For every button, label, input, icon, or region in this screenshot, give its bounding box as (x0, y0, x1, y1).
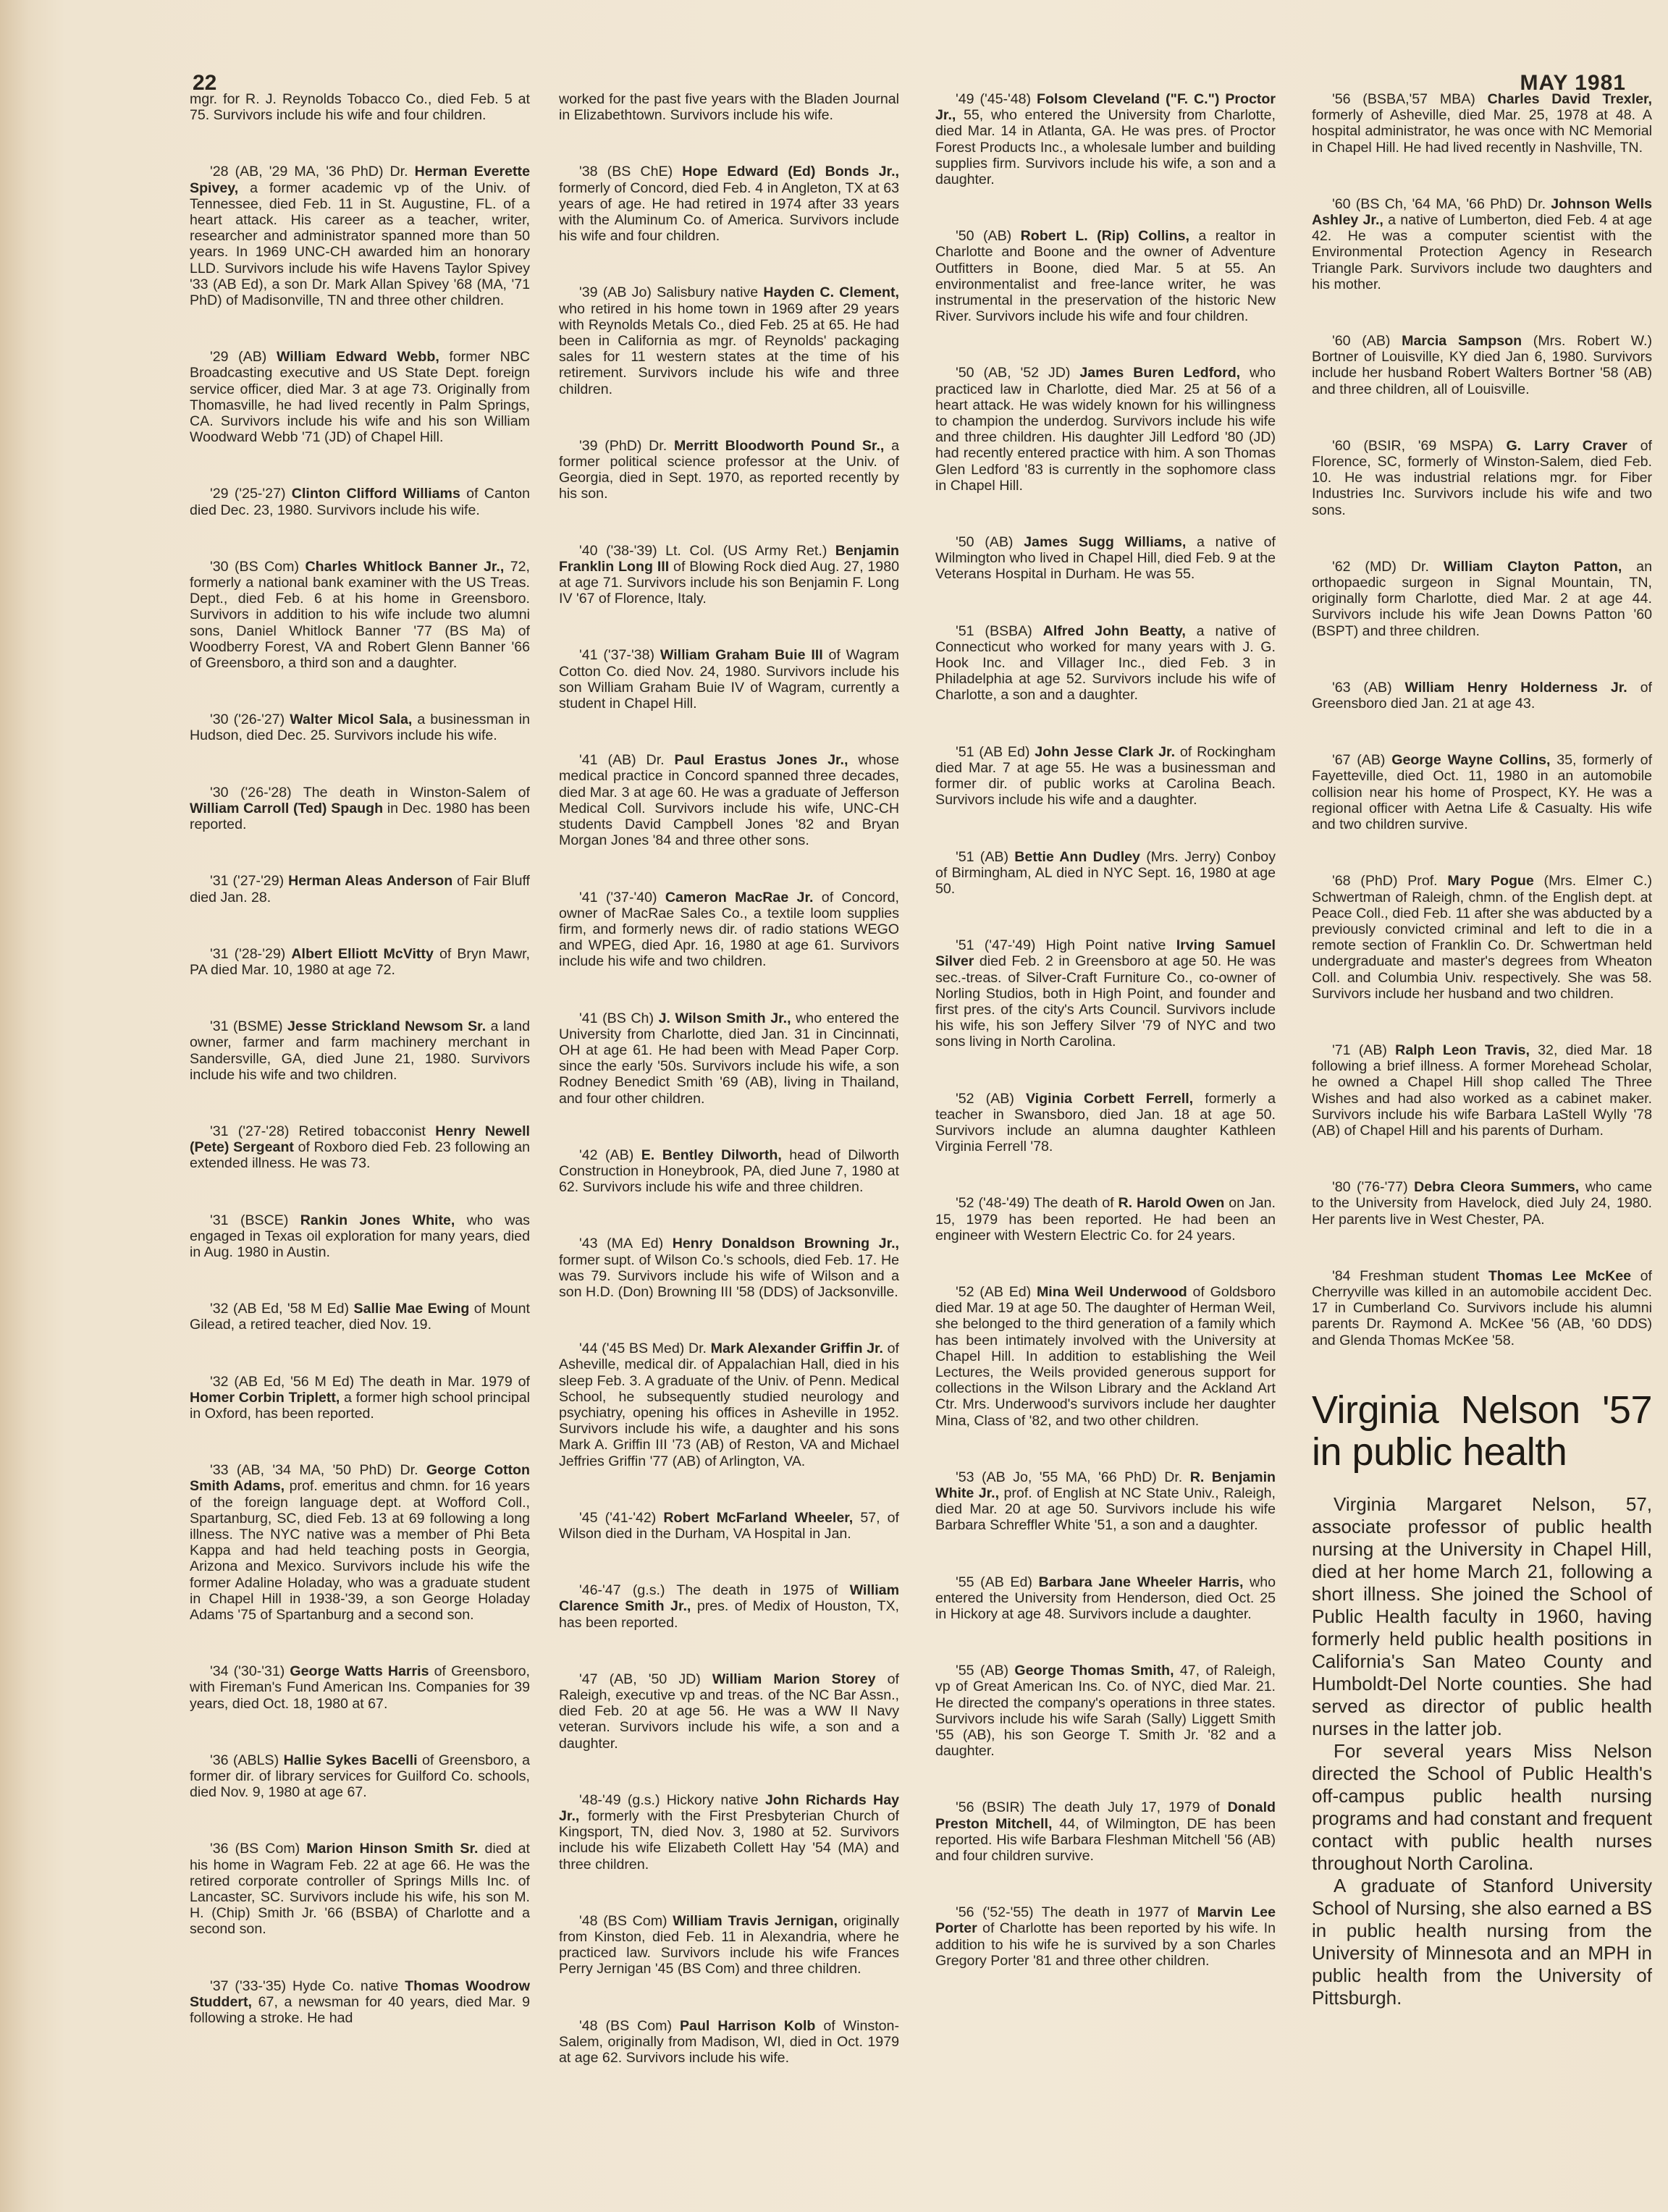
obituary-entry (190, 712, 530, 743)
obituary-text: of Greensboro, with Fireman's Fund American Ins. Companies for 39 years, died Oct. 18, 1980 at 67. (190, 1663, 530, 1712)
obituary-name: Robert McFarland Wheeler, (663, 1509, 854, 1526)
obituary-text: of Winston-Salem, originally from Madison, WI, died in Oct. 1979 at age 62. Survivors include his wife. (559, 2017, 899, 2067)
obituary-list (1312, 91, 1652, 1348)
obituary-text: of Blowing Rock died Aug. 27, 1980 at age 71. Survivors include his son Benjamin F. Long IV '67 of Florence, Italy. (559, 558, 899, 607)
obituary-class-info: '48-'49 (g.s.) Hickory native (579, 1791, 765, 1808)
obituary-text: of Greensboro died Jan. 21 at age 43. (1312, 679, 1652, 712)
obituary-class-info: '52 (AB) (956, 1090, 1026, 1107)
obituary-class-info: '43 (MA Ed) (579, 1236, 673, 1252)
obituary-class-info: '71 (AB) (1332, 1042, 1396, 1058)
obituary-class-info: '48 (BS Com) (579, 1912, 673, 1929)
obituary-entry (190, 1018, 530, 1083)
obituary-class-info: '56 (BSIR) The death July 17, 1979 of (956, 1799, 1228, 1816)
obituary-text: who entered the University from Henderson, died Oct. 25 in Hickory at age 48. Survivors include a daughter. (935, 1574, 1276, 1622)
obituary-entry (935, 744, 1276, 809)
obituary-name: Folsom Cleveland ("F. C.") Proctor Jr., (935, 91, 1276, 124)
obituary-name: Paul Harrison Kolb (679, 2017, 816, 2034)
obituary-name: Irving Samuel Silver (935, 937, 1276, 970)
obituary-class-info: '38 (BS ChE) (579, 164, 683, 180)
obituary-entry (559, 1792, 899, 1873)
obituary-text: died Feb. 2 in Greensboro at age 50. He was sec.-treas. of Silver-Craft Furniture Co., co-owner of Norling Studios, both in High Point, and founder and first pres. of the city's Arts Council. Survivors include his wife, his son Jeffery Silver '79 of NYC and two sons living in North Carolina. (935, 953, 1276, 1050)
obituary-class-info: '60 (AB) (1332, 333, 1402, 350)
obituary-name: Thomas Woodrow Studdert, (190, 1977, 530, 2010)
obituary-entry (935, 1469, 1276, 1534)
obituary-entry (1312, 873, 1652, 1002)
obituary-class-info: '33 (AB, '34 MA, '50 PhD) Dr. (210, 1462, 426, 1479)
obituary-entry (1312, 559, 1652, 639)
obituary-name: Benjamin Franklin Long III (559, 542, 899, 575)
obituary-class-info: '51 (AB) (956, 848, 1015, 865)
obituary-class-info: '31 (BSME) (210, 1018, 287, 1035)
obituary-class-info: '29 (AB) (210, 349, 277, 366)
obituary-entry (559, 1010, 899, 1107)
obituary-entry (190, 164, 530, 308)
obituary-class-info: '47 (AB, '50 JD) (579, 1671, 712, 1687)
obituary-entry (1312, 91, 1652, 156)
obituary-text: former NBC Broadcasting executive and US State Dept. foreign service officer, died Mar. 3 at age 73. Originally from Thomasville, he had lived recently in Palm Springs, CA. Survivors include his wife and his son William Woodward Webb '71 (JD) of Chapel Hill. (190, 349, 530, 446)
obituary-text: of Wagram Cotton Co. died Nov. 24, 1980. Survivors include his son William Graham Buie IV of Wagram, currently a student in Chapel Hill. (559, 647, 899, 712)
obituary-name: Albert Elliott McVitty (291, 945, 434, 962)
obituary-entry (935, 1091, 1276, 1155)
obituary-class-info: '62 (MD) Dr. (1332, 558, 1444, 575)
obituary-entry (1312, 752, 1652, 832)
obituary-entry (190, 486, 530, 518)
obituary-name: William Marion Storey (712, 1671, 876, 1687)
obituary-text: head of Dilworth Construction in Honeybrook, PA, died June 7, 1980 at 62. Survivors include his wife and three children. (559, 1147, 899, 1196)
obituary-entry (190, 559, 530, 671)
obituary-entry (559, 752, 899, 848)
obituary-entry (190, 1978, 530, 2027)
obituary-class-info: '30 ('26-'27) (210, 712, 290, 728)
obituary-text: a businessman in Hudson, died Dec. 25. Survivors include his wife. (190, 712, 530, 744)
obituary-class-info: '55 (AB) (956, 1663, 1015, 1679)
obituary-class-info: '84 Freshman student (1332, 1267, 1488, 1284)
obituary-text: prof. emeritus and chmn. for 16 years of the foreign language dept. at Wofford Coll., Spartanburg, SC, died Feb. 13 at 69 following a long illness. The NYC native was a member of Phi Beta Kappa and had held teaching posts in Georgia, Arizona and Mexico. Survivors include his wife the former Adaline Holaday, who was a graduate student in Chapel Hill in 1938-'39, a son George Holaday Adams '75 of Spartanburg and a second son. (190, 1478, 530, 1623)
obituary-name: Clinton Clifford Williams (291, 486, 460, 502)
obituary-name: Mina Weil Underwood (1036, 1283, 1187, 1300)
obituary-class-info: '52 ('48-'49) The death of (956, 1195, 1119, 1212)
obituary-text: of Fair Bluff died Jan. 28. (190, 873, 530, 906)
obituary-name: James Buren Ledford, (1079, 365, 1241, 381)
obituary-text: (Mrs. Jerry) Conboy of Birmingham, AL died in NYC Sept. 16, 1980 at age 50. (935, 848, 1276, 897)
obituary-name: Herman Aleas Anderson (288, 873, 453, 890)
obituary-entry (190, 1374, 530, 1422)
obituary-entry (1312, 333, 1652, 397)
obituary-entry (190, 1663, 530, 1712)
obituary-text: of Charlotte has been reported by his wife. In addition to his wife he is survived by a son Charles Gregory Porter '81 and three other children. (935, 1920, 1276, 1969)
obituary-text: of Rockingham died Mar. 7 at age 55. He was a businessman and former dir. of public works at Carolina Beach. Survivors include his wife and a daughter. (935, 743, 1276, 809)
obituary-class-info: '53 (AB Jo, '55 MA, '66 PhD) Dr. (956, 1469, 1190, 1485)
obituary-entry (559, 1510, 899, 1542)
obituary-entry (935, 937, 1276, 1050)
obituary-name: J. Wilson Smith Jr., (658, 1010, 791, 1026)
obituary-text: a realtor in Charlotte and Boone and the owner of Adventure Outfitters in Boone, died Mar. 5 at 55. An environmentalist and free-lance writer, he was instrumental in the preservation of the historic New River. Survivors include his wife and four children. (935, 228, 1276, 325)
obituary-entry (935, 534, 1276, 583)
article-headline: Virginia Nelson '57 in public health (1312, 1388, 1652, 1474)
obituary-text: an orthopaedic surgeon in Signal Mountain, TN, originally form Charlotte, died Mar. 2 at age 44. Survivors include his wife Jean Downs Patton '60 (BSPT) and three children. (1312, 558, 1652, 639)
obituary-name: William Clayton Patton, (1443, 558, 1622, 575)
column-3 (935, 91, 1276, 2009)
obituary-entry (1312, 1268, 1652, 1348)
obituary-class-info: '30 ('26-'28) The death in Winston-Salem of (210, 784, 530, 801)
obituary-text: who entered the University from Charlotte, died Jan. 31 in Cincinnati, OH at age 61. He had been with Mead Paper Corp. since the early '50s. Survivors include his wife, a son Rodney Benedict Smith '69 (AB), living in Thailand, and four other children. (559, 1010, 899, 1107)
obituary-class-info: '51 (AB Ed) (956, 743, 1035, 760)
obituary-text: 35, formerly of Fayetteville, died Oct. 11, 1980 in an automobile collision near his home of Prospect, KY. He was a regional officer with Aetna Life & Casualty. His wife and two children survive. (1312, 752, 1653, 833)
obituary-class-info: '41 ('37-'40) (579, 889, 665, 906)
obituary-class-info: '41 (BS Ch) (579, 1010, 659, 1026)
obituary-entry (559, 1147, 899, 1196)
obituary-name: George Cotton Smith Adams, (190, 1462, 530, 1495)
obituary-entry (559, 647, 899, 712)
obituary-class-info: '34 ('30-'31) (210, 1663, 290, 1680)
obituary-name: Marion Hinson Smith Sr. (306, 1841, 479, 1857)
obituary-text: a former high school principal in Oxford, has been reported. (190, 1389, 530, 1422)
obituary-text: who was engaged in Texas oil exploration for many years, died in Aug. 1980 in Austin. (190, 1212, 530, 1260)
obituary-text: a native of Connecticut who worked for many years with J. G. Hook Inc. and Villager Inc., died Feb. 3 in Philadelphia at age 52. Survivors include his wife of Charlotte, a son and a daughter. (935, 622, 1276, 704)
obituary-name: Hayden C. Clement, (763, 284, 899, 301)
obituary-text: died at his home in Wagram Feb. 22 at age 66. He was the retired corporate controller of Springs Mills Inc. of Lancaster, SC. Survivors include his wife, his son M. H. (Chip) Smith Jr. '66 (BSBA) of Charlotte and a second son. (190, 1841, 530, 1938)
obituary-entry (190, 1301, 530, 1333)
obituary-entry (190, 1123, 530, 1172)
obituary-entry (1312, 680, 1652, 712)
obituary-entry (559, 1236, 899, 1300)
obituary-name: William Graham Buie III (660, 647, 823, 664)
obituary-text: formerly of Asheville, died Mar. 25, 1978 at 48. A hospital administrator, he was once with NC Memorial in Chapel Hill. He had lived recently in Nashville, TN. (1312, 107, 1652, 156)
obituary-entry (190, 785, 530, 833)
obituary-entry (559, 1341, 899, 1469)
obituary-name: Henry Newell (Pete) Sergeant (190, 1123, 530, 1156)
obituary-class-info: '32 (AB Ed, '56 M Ed) The death in Mar. 1979 of (210, 1373, 530, 1390)
obituary-name: James Sugg Williams, (1024, 534, 1187, 551)
obituary-text: in Dec. 1980 has been reported. (190, 800, 531, 833)
obituary-entry (935, 1904, 1276, 1969)
obituary-entry (559, 1913, 899, 1977)
obituary-text: of Florence, SC, formerly of Winston-Salem, died Feb. 10. He was industrial relations mgr. for Fiber Industries Inc. Survivors include his wife and two sons. (1312, 437, 1652, 518)
obituary-class-info: '31 ('27-'29) (210, 873, 289, 890)
obituary-name: William Edward Webb, (276, 349, 439, 366)
obituary-text: on Jan. 15, 1979 has been reported. He had been an engineer with Western Electric Co. for 24 years. (935, 1195, 1276, 1244)
obituary-name: R. Benjamin White Jr., (935, 1469, 1276, 1501)
article-body (1312, 1493, 1652, 2009)
obituary-class-info: '50 (AB) (956, 534, 1024, 551)
obituary-text: of Mount Gilead, a retired teacher, died Nov. 19. (190, 1301, 531, 1333)
obituary-text: prof. of English at NC State Univ., Raleigh, died Mar. 20 at age 50. Survivors include his wife Barbara Schreffler White '51, a son and a daughter. (935, 1485, 1276, 1534)
obituary-entry (935, 228, 1276, 324)
obituary-entry (935, 1663, 1276, 1759)
obituary-text: formerly with the First Presbyterian Church of Kingsport, TN, died Nov. 3, 1980 at 52. Survivors include his wife Elizabeth Collett Hay '54 (MA) and three children. (559, 1808, 899, 1873)
obituary-name: William Henry Holderness Jr. (1404, 679, 1627, 696)
obituary-class-info: '32 (AB Ed, '58 M Ed) (210, 1301, 354, 1317)
obituary-class-info: '63 (AB) (1332, 679, 1405, 696)
obituary-name: William Clarence Smith Jr., (559, 1582, 899, 1615)
obituary-text: former supt. of Wilson Co.'s schools, died Feb. 17. He was 79. Survivors include his wife of Wilson and a son H.D. (Don) Browning III '58 (DDS) of Jacksonville. (559, 1251, 899, 1300)
obituary-class-info: '55 (AB Ed) (956, 1574, 1039, 1590)
obituary-name: Thomas Lee McKee (1488, 1267, 1632, 1284)
obituary-text: of Raleigh, executive vp and treas. of the NC Bar Assn., died Feb. 20 at age 56. He was a WW II Navy veteran. Survivors include his wife, a son and a daughter. (559, 1671, 899, 1752)
obituary-class-info: '36 (BS Com) (210, 1841, 307, 1857)
obituary-name: Henry Donaldson Browning Jr., (672, 1236, 899, 1252)
obituary-name: Homer Corbin Triplett, (190, 1389, 340, 1406)
obituary-name: Bettie Ann Dudley (1014, 848, 1140, 865)
obituary-name: George Wayne Collins, (1391, 752, 1551, 769)
obituary-text: of Roxboro died Feb. 23 following an extended illness. He was 73. (190, 1139, 531, 1172)
obituary-text: a native of Wilmington who lived in Chapel Hill, died Feb. 9 at the Veterans Hospital in Durham. He was 55. (935, 534, 1276, 583)
column-2 (559, 91, 899, 2106)
obituary-entry (935, 623, 1276, 704)
obituary-class-info: '44 ('45 BS Med) Dr. (579, 1341, 711, 1357)
obituary-entry (935, 1799, 1276, 1864)
obituary-entry (190, 873, 530, 905)
obituary-text: 55, who entered the University from Charlotte, died Mar. 14 in Atlanta, GA. He was pres. of Proctor Forest Products Inc., a wholesale lumber and building supplies firm. Survivors include his wife, a son and a daughter. (935, 107, 1276, 188)
article-paragraph: A graduate of Stanford University School of Nursing, she also earned a BS in public health nursing from the University of Minnesota and an MPH in public health from the University of Pittsburgh. (1312, 1874, 1652, 2009)
obituary-entry (559, 164, 899, 244)
obituary-class-info: '31 ('27-'28) Retired tobacconist (210, 1123, 436, 1139)
article-paragraph: For several years Miss Nelson directed the School of Public Health's off-campus public health nursing programs and had constant and frequent contact with public health nurses throughout North Carolina. (1312, 1739, 1652, 1874)
feature-article (1312, 1389, 1652, 2009)
obituary-class-info: '41 (AB) Dr. (579, 752, 675, 769)
obituary-name: Herman Everette Spivey, (190, 164, 530, 196)
obituary-name: John Jesse Clark Jr. (1035, 743, 1176, 760)
obituary-text: of Greensboro, a former dir. of library services for Guilford Co. schools, died Nov. 9, 1980 at age 67. (190, 1752, 531, 1801)
obituary-class-info: '29 ('25-'27) (210, 486, 292, 502)
obituary-class-info: '56 ('52-'55) The death in 1977 of (956, 1904, 1197, 1921)
obituary-text: who came to the University from Havelock, died July 24, 1980. Her parents live in West Chester, PA. (1312, 1179, 1652, 1228)
obituary-text: 67, a newsman for 40 years, died Mar. 9 following a stroke. He had (190, 1993, 530, 2027)
obituary-name: Charles David Trexler, (1487, 91, 1652, 107)
obituary-entry (935, 91, 1276, 187)
obituary-entry (559, 284, 899, 397)
obituary-class-info: '51 ('47-'49) High Point native (956, 937, 1176, 954)
obituary-class-info: '50 (AB) (956, 228, 1021, 245)
obituary-class-info: '68 (PhD) Prof. (1332, 873, 1448, 890)
obituary-name: Cameron MacRae Jr. (665, 889, 814, 906)
obituary-text: 44, of Wilmington, DE has been reported. His wife Barbara Fleshman Mitchell '56 (AB) and four children survive. (935, 1815, 1276, 1865)
obituary-name: G. Larry Craver (1506, 437, 1627, 454)
obituary-entry (190, 91, 530, 123)
obituary-name: Walter Micol Sala, (290, 712, 413, 728)
obituary-name: Johnson Wells Ashley Jr., (1312, 195, 1652, 229)
obituary-name: William Travis Jernigan, (673, 1912, 838, 1929)
obituary-text: 32, died Mar. 18 following a brief illness. A former Morehead Scholar, he owned a Chapel Hill shop called The Three Wishes and had also worked as a cabinet maker. Survivors include his wife Barbara LaStell Wylly '78 (AB) of Chapel Hill and his parents of Durham. (1312, 1042, 1652, 1139)
obituary-class-info: '80 ('76-'77) (1332, 1179, 1415, 1196)
obituary-entry (935, 849, 1276, 898)
obituary-name: George Thomas Smith, (1014, 1663, 1174, 1679)
obituary-class-info: '45 ('41-'42) (579, 1509, 664, 1526)
obituary-text: a native of Lumberton, died Feb. 4 at age 42. He was a computer scientist with the Environmental Protection Agency in Research Triangle Park. Survivors include two daughters and his mother. (1312, 212, 1652, 292)
obituary-text: (Mrs. Robert W.) Bortner of Louisville, KY died Jan 6, 1980. Survivors include her husband Robert Walters Bortner '58 (AB) and three children, all of Louisville. (1312, 333, 1653, 397)
obituary-text: of Canton died Dec. 23, 1980. Survivors include his wife. (190, 486, 530, 518)
obituary-class-info: '28 (AB, '29 MA, '36 PhD) Dr. (210, 164, 415, 180)
obituary-entry (935, 1284, 1276, 1429)
obituary-text: 47, of Raleigh, vp of Great American Ins. Co. of NYC, died Mar. 21. He directed the company's operations in three states. Survivors include his wife Sarah (Sally) Liggett Smith '55 (AB), his son George T. Smith Jr. '82 and a daughter. (935, 1663, 1276, 1760)
obituary-class-info: '51 (BSBA) (956, 622, 1043, 639)
obituary-name: E. Bentley Dilworth, (641, 1147, 782, 1163)
obituary-entry (1312, 1179, 1652, 1228)
obituary-name: Mark Alexander Griffin Jr. (710, 1341, 883, 1357)
obituary-entry (190, 1462, 530, 1623)
obituary-entry (559, 890, 899, 970)
obituary-class-info: '41 ('37-'38) (579, 647, 660, 664)
obituary-entry (559, 438, 899, 502)
obituary-text: worked for the past five years with the Bladen Journal in Elizabethtown. Survivors include his wife. (559, 91, 899, 124)
obituary-name: Rankin Jones White, (300, 1212, 455, 1228)
obituary-text: of Bryn Mawr, PA died Mar. 10, 1980 at age 72. (190, 945, 530, 978)
obituary-name: William Carroll (Ted) Spaugh (190, 800, 384, 816)
obituary-text: a former academic vp of the Univ. of Tennessee, died Feb. 11 in St. Augustine, FL. of a heart attack. His career as a teacher, writer, researcher and administrator spanned more than 50 years. In 1969 UNC-CH awarded him an honorary LLD. Survivors include his wife Havens Taylor Spivey '33 (AB Ed), a son Dr. Mark Allan Spivey '68 (MA, '71 PhD) of Madisonville, TN and three other children. (190, 180, 530, 309)
obituary-entry (559, 2018, 899, 2067)
obituary-entry (559, 1582, 899, 1631)
obituary-name: John Richards Hay Jr., (559, 1791, 899, 1825)
obituary-name: Ralph Leon Travis, (1395, 1042, 1530, 1058)
obituary-class-info: '56 (BSBA,'57 MBA) (1332, 91, 1488, 107)
obituary-class-info: '31 ('28-'29) (210, 945, 292, 962)
obituary-class-info: '39 (AB Jo) Salisbury native (579, 284, 764, 301)
obituary-text: of Asheville, medical dir. of Appalachian Hall, died in his sleep Feb. 3. A graduate of the Univ. of Penn. Medical School, he subsequently studied neurology and psychiatry, opening his offices in Asheville in 1952. Survivors include his wife, a daughter and his sons Mark A. Griffin III '73 (AB) of Reston, VA and Michael Jeffries Griffin '77 (AB) of Arlington, VA. (559, 1341, 899, 1469)
obituary-text: who retired in his home town in 1969 after 29 years with Reynolds Metals Co., died Feb. 25 at 65. He had been in California as mgr. of Reynolds' packaging sales for 11 western states at the time of his retirement. Survivors include his wife and three children. (559, 300, 899, 397)
obituary-name: Debra Cleora Summers, (1414, 1179, 1580, 1196)
obituary-text: 57, of Wilson died in the Durham, VA Hospital in Jan. (559, 1509, 899, 1542)
obituary-class-info: '30 (BS Com) (210, 558, 306, 575)
obituary-entry (190, 1752, 530, 1801)
obituary-entry (190, 1841, 530, 1937)
obituary-text: 72, formerly a national bank examiner with the US Treas. Dept., died Feb. 6 at his home in Greensboro. Survivors in addition to his wife include two alumni sons, Daniel Whitlock Banner '77 (BS Ma) of Woodberry Forest, VA and Robert Glenn Banner '66 of Greensboro, a third son and a daughter. (190, 558, 530, 672)
obituary-entry (559, 543, 899, 607)
obituary-class-info: '36 (ABLS) (210, 1752, 284, 1768)
column-4 (1312, 91, 1652, 2009)
obituary-name: Mary Pogue (1447, 873, 1534, 890)
obituary-entry (935, 365, 1276, 494)
obituary-entry (1312, 196, 1652, 292)
obituary-entry (559, 91, 899, 123)
obituary-class-info: '31 (BSCE) (210, 1212, 300, 1228)
obituary-text: of Concord, owner of MacRae Sales Co., a textile loom supplies firm, and formerly news dir. of radio stations WEGO and WPEG, died Apr. 16, 1980 at age 61. Survivors include his wife and two children. (559, 889, 899, 970)
obituary-class-info: '60 (BS Ch, '64 MA, '66 PhD) Dr. (1332, 195, 1551, 212)
obituary-name: Marvin Lee Porter (935, 1904, 1276, 1937)
obituary-class-info: '46-'47 (g.s.) The death in 1975 of (579, 1582, 850, 1599)
obituary-entry (190, 349, 530, 445)
obituary-name: Merritt Bloodworth Pound Sr., (673, 437, 885, 454)
obituary-name: Jesse Strickland Newsom Sr. (287, 1018, 486, 1035)
obituary-entry (190, 1212, 530, 1261)
obituary-name: George Watts Harris (290, 1663, 429, 1680)
article-paragraph: Virginia Margaret Nelson, 57, associate professor of public health nursing at the University in Chapel Hill, died at her home March 21, following a short illness. She joined the School of Public Health faculty in 1960, having formerly held public health positions in California's San Mateo County and Humboldt-Del Norte counties. She had served as director of public health nurses in the latter job. (1312, 1493, 1652, 1739)
obituary-name: Paul Erastus Jones Jr., (674, 752, 848, 769)
obituary-name: R. Harold Owen (1118, 1195, 1225, 1212)
obituary-entry (935, 1195, 1276, 1244)
obituary-class-info: '40 ('38-'39) Lt. Col. (US Army Ret.) (579, 542, 835, 559)
obituary-text: formerly of Concord, died Feb. 4 in Angleton, TX at 63 years of age. He had retired in 1974 after 33 years with the Aluminum Co. of America. Survivors include his wife and four children. (559, 180, 899, 245)
obituary-name: Robert L. (Rip) Collins, (1020, 228, 1189, 245)
obituary-name: Viginia Corbett Ferrell, (1025, 1090, 1194, 1107)
obituary-entry (935, 1574, 1276, 1623)
obituary-class-info: '39 (PhD) Dr. (579, 437, 674, 454)
obituary-entry (1312, 1042, 1652, 1139)
obituary-name: Sallie Mae Ewing (353, 1301, 470, 1317)
obituary-text: of Goldsboro died Mar. 19 at age 50. The daughter of Herman Weil, she belonged to the third generation of a family which has been intimately involved with the University at Chapel Hill. In addition to establishing the Weil Lectures, the Weils provided generous support for collections in the Wilson Library and the Ackland Art Ctr. Mrs. Underwood's survivors include her daughter Mina, Class of '82, and two other children. (935, 1283, 1276, 1429)
obituary-class-info: '42 (AB) (579, 1147, 641, 1163)
obituary-entry (559, 1671, 899, 1752)
obituary-class-info: '48 (BS Com) (579, 2017, 680, 2034)
obituary-entry (190, 946, 530, 978)
obituary-class-info: '60 (BSIR, '69 MSPA) (1332, 437, 1507, 454)
obituary-name: Hope Edward (Ed) Bonds Jr., (682, 164, 899, 180)
obituary-text: whose medical practice in Concord spanned three decades, died Mar. 3 at age 60. He was a graduate of Jefferson Medical Coll. Survivors include his wife, UNC-CH students David Campbell Jones '82 and Bryan Morgan Jones '84 and three other sons. (559, 752, 900, 849)
obituary-text: mgr. for R. J. Reynolds Tobacco Co., died Feb. 5 at 75. Survivors include his wife and four children. (190, 91, 530, 124)
issue-date: MAY 1981 (1520, 71, 1626, 95)
obituary-name: Donald Preston Mitchell, (935, 1799, 1276, 1832)
column-1 (190, 91, 530, 2067)
obituary-text: a land owner, farmer and farm machinery merchant in Sandersville, GA, died June 21, 1980. Survivors include his wife and two children. (190, 1018, 530, 1083)
obituary-name: Alfred John Beatty, (1042, 622, 1186, 639)
obituary-name: Hallie Sykes Bacelli (283, 1752, 418, 1768)
obituary-name: Charles Whitlock Banner Jr., (305, 558, 505, 575)
obituary-text: a former political science professor at the Univ. of Georgia, died in Sept. 1970, as reported recently by his son. (559, 437, 900, 502)
obituary-text: of Cherryville was killed in an automobile accident Dec. 17 in Cumberland Co. Survivors include his alumni parents Dr. Raymond A. McKee '56 (AB, '60 DDS) and Glenda Thomas McKee '58. (1312, 1267, 1653, 1348)
obituary-class-info: '67 (AB) (1332, 752, 1392, 769)
obituary-name: Barbara Jane Wheeler Harris, (1038, 1574, 1244, 1590)
obituary-class-info: '52 (AB Ed) (956, 1283, 1037, 1300)
obituary-class-info: '49 ('45-'48) (956, 91, 1037, 107)
obituary-text: pres. of Medix of Houston, TX, has been reported. (559, 1598, 899, 1631)
obituary-text: originally from Kinston, died Feb. 11 in Alexandria, where he practiced law. Survivors include his wife Frances Perry Jernigan '45 (BS Com) and three children. (559, 1912, 899, 1977)
page-number: 22 (193, 71, 217, 95)
obituary-class-info: '50 (AB, '52 JD) (956, 365, 1080, 381)
obituary-class-info: '37 ('33-'35) Hyde Co. native (210, 1977, 405, 1994)
obituary-entry (1312, 438, 1652, 518)
obituary-text: formerly a teacher in Swansboro, died Jan. 18 at age 50. Survivors include an alumna daughter Kathleen Virginia Ferrell '78. (935, 1090, 1276, 1155)
obituary-text: (Mrs. Elmer C.) Schwertman of Raleigh, chmn. of the English dept. at Peace Coll., died Feb. 11 after she was abducted by a previously convicted criminal and left to die in a remote section of Franklin Co. Dr. Schwertman held undergraduate and master's degrees from Wheaton Coll. and Columbia Univ. respectively. She was 58. Survivors include her husband and two children. (1312, 873, 1652, 1002)
obituary-text: who practiced law in Charlotte, died Mar. 25 at 56 of a heart attack. He was widely known for his willingness to champion the underdog. Survivors include his wife and three children. His daughter Jill Ledford '80 (JD) had recently entered practice with him. A son Thomas Glen Ledford '83 is currently in the sophomore class in Chapel Hill. (935, 365, 1276, 494)
obituary-name: Marcia Sampson (1402, 333, 1522, 350)
